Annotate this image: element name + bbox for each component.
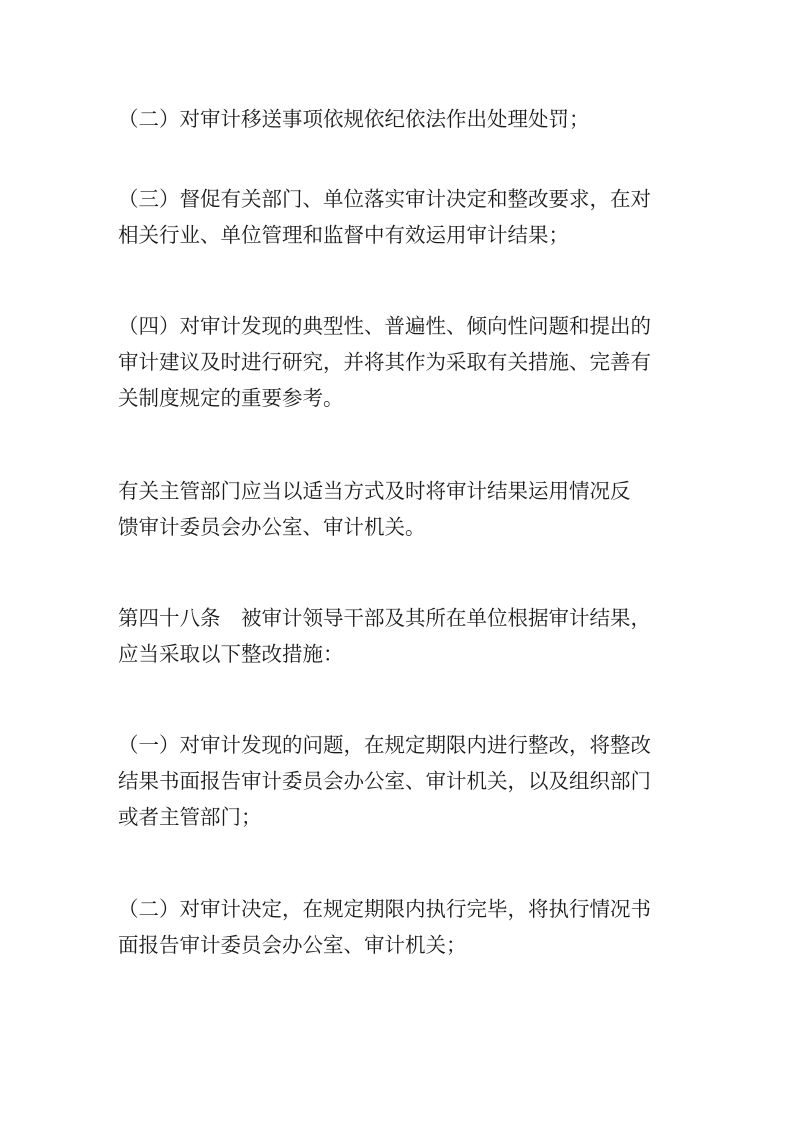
text-line: 面报告审计委员会办公室、审计机关； [118, 933, 467, 957]
text-line: （二）对审计决定，在规定期限内执行完毕，将执行情况书 [118, 897, 651, 921]
text-line: 审计建议及时进行研究，并将其作为采取有关措施、完善有 [118, 350, 651, 374]
text-line: 第四十八条 被审计领导干部及其所在单位根据审计结果， [118, 606, 651, 630]
measure-2-audit-decision [118, 891, 688, 963]
text-line: 馈审计委员会办公室、审计机关。 [118, 515, 426, 539]
text-line: 有关主管部门应当以适当方式及时将审计结果运用情况反 [118, 479, 631, 503]
text-line: （二）对审计移送事项依规依纪依法作出处理处罚； [118, 107, 590, 131]
text-line: 应当采取以下整改措施： [118, 642, 344, 666]
paragraph-4-typical-issues [118, 308, 688, 416]
article-48-heading-paragraph [118, 600, 688, 672]
paragraph-3-rectification-supervision [118, 181, 688, 253]
text-line: （四）对审计发现的典型性、普遍性、倾向性问题和提出的 [118, 314, 651, 338]
text-line: 或者主管部门； [118, 805, 262, 829]
text-line: 结果书面报告审计委员会办公室、审计机关，以及组织部门 [118, 769, 651, 793]
paragraph-feedback [118, 473, 688, 545]
text-line: （一）对审计发现的问题，在规定期限内进行整改，将整改 [118, 733, 651, 757]
text-line: 关制度规定的重要参考。 [118, 386, 344, 410]
measure-1-problem-rectification [118, 727, 688, 835]
text-line: （三）督促有关部门、单位落实审计决定和整改要求，在对 [118, 187, 651, 211]
paragraph-2-referral-handling [118, 101, 688, 137]
text-line: 相关行业、单位管理和监督中有效运用审计结果； [118, 223, 569, 247]
